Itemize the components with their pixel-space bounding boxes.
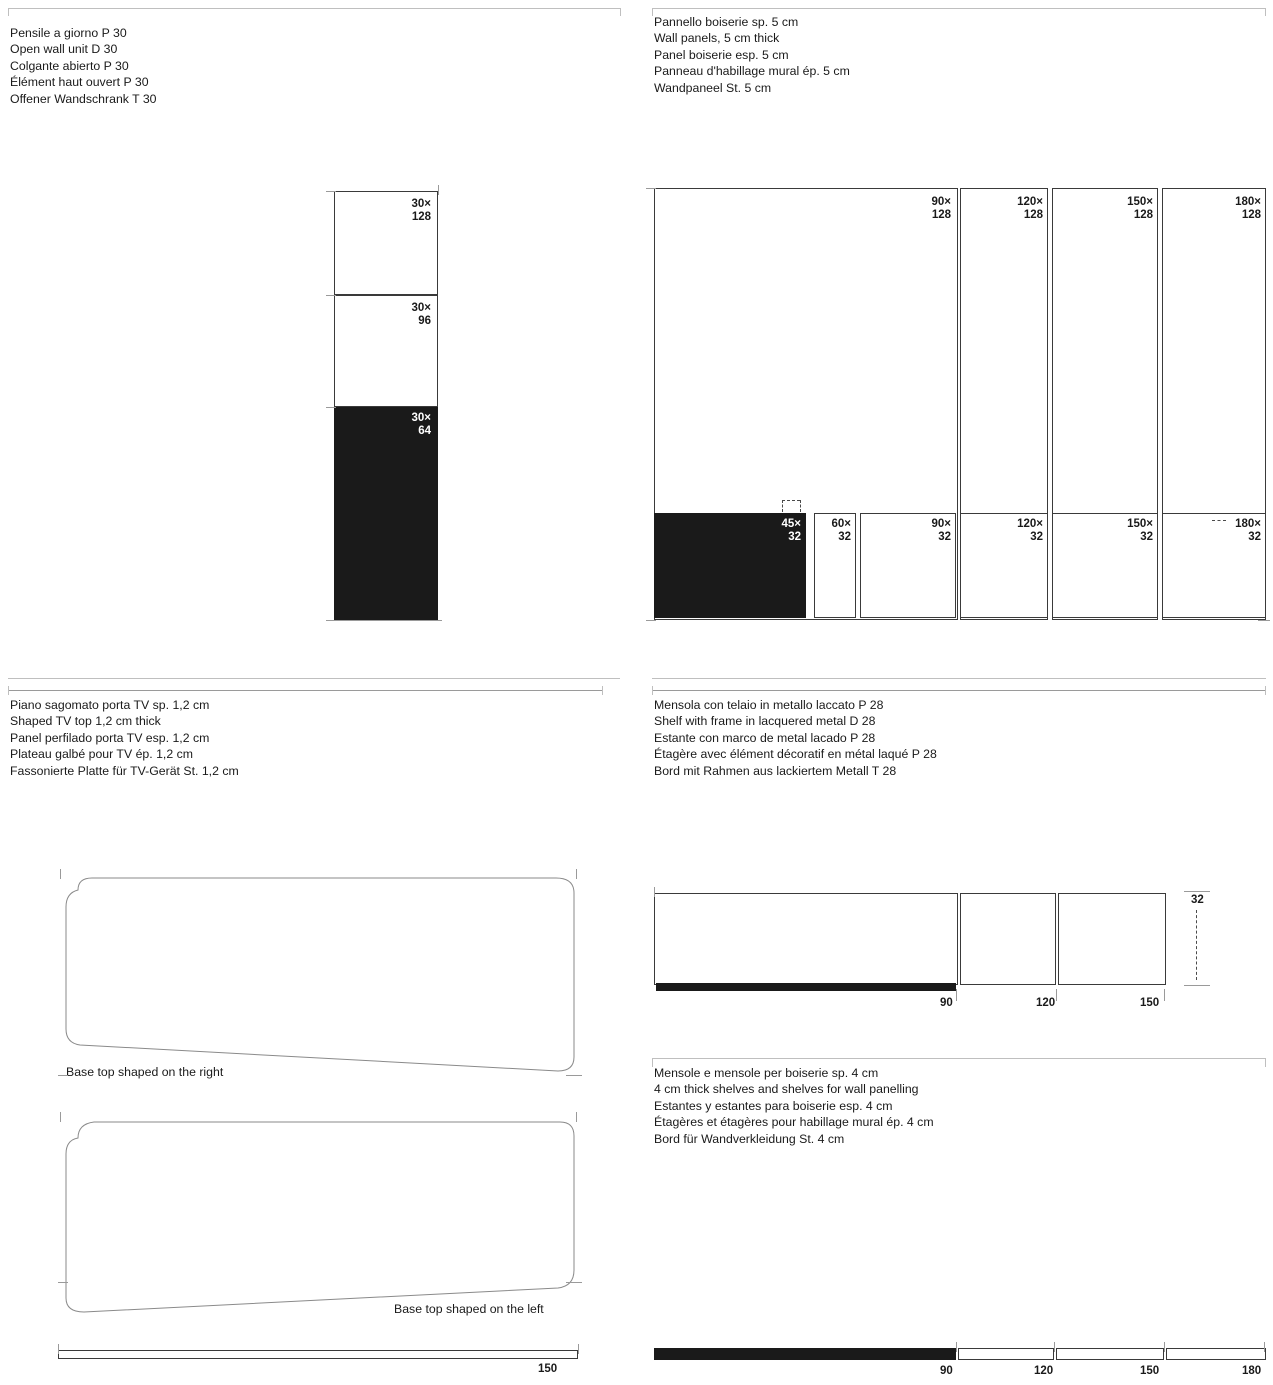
caption-line-es: Estantes y estantes para boiserie esp. 4 cm [654,1098,893,1113]
tick-ms-150 [1164,989,1165,1001]
dim-150x128: 150× 128 [1104,196,1154,222]
tick-owu-mid1 [326,295,336,296]
tick-owu-bottom [326,620,442,621]
caption-line-es: Panel perfilado porta TV esp. 1,2 cm [10,730,210,745]
divider-top-left [8,8,620,9]
dim-180x128: 180× 128 [1212,196,1262,222]
dim-120x32: 120× 32 [996,518,1044,544]
tick-mid-l1 [8,686,9,695]
tick-owu-mid2 [326,407,336,408]
width-bar-150 [58,1350,578,1359]
caption-line-en: Wall panels, 5 cm thick [654,31,780,46]
dim-90x32: 90× 32 [906,518,952,544]
tick-mid-l2 [602,686,603,695]
label-shelf4-150: 150 [1140,1365,1160,1377]
caption-line-de: Fassonierte Platte für TV-Gerät St. 1,2 cm [10,763,239,778]
dim-150x32: 150× 32 [1104,518,1154,544]
tick-s4-90 [956,1342,957,1352]
dim-60x32: 60× 32 [818,518,852,544]
label-shelf4-180: 180 [1242,1365,1262,1377]
caption-line-fr: Plateau galbé pour TV ép. 1,2 cm [10,747,193,762]
caption-line-de: Offener Wandschrank T 30 [10,91,157,106]
dim-180x32: 180× 32 [1212,518,1262,544]
caption-line-es: Panel boiserie esp. 5 cm [654,47,789,62]
dim-30x128: 30× 128 [380,198,432,224]
divider-mid-left [8,678,620,679]
tick-ms-90 [956,989,957,1001]
dash-45-right [800,500,801,512]
label-base-top-left: Base top shaped on the left [394,1302,544,1316]
divider-mid-right [652,678,1266,679]
label-shelf4-120: 120 [1034,1365,1054,1377]
tick-stl-4 [566,1282,582,1283]
tick-wp-bottom [646,620,656,621]
tick-depth-top [1184,891,1210,892]
tick-left-2 [620,8,621,16]
tick-ms-120 [1056,989,1057,1001]
shelf-bar-120 [958,1348,1054,1360]
caption-line-de: Bord für Wandverkleidung St. 4 cm [654,1131,845,1146]
tick-sh-2 [1265,1058,1266,1067]
dim-30x64: 30× 64 [411,412,431,437]
dash-depth [1196,910,1197,980]
measure-left [8,690,602,691]
caption-open-wall-unit [10,25,159,107]
dash-45-top [782,500,800,501]
tick-str-3 [58,1075,68,1076]
tick-str-2 [576,869,577,879]
caption-shelves-4cm [654,1065,936,1147]
caption-line-es: Colgante abierto P 30 [10,58,129,73]
tick-stl-2 [576,1112,577,1122]
tick-s4-180 [1264,1342,1265,1352]
caption-line-fr: Étagère avec élément décoratif en métal laqué P 28 [654,747,937,762]
caption-line-it: Pensile a giorno P 30 [10,26,127,40]
tick-stl-1 [60,1112,61,1122]
shaped-top-left-drawing [60,1118,580,1318]
dim-45x32: 45× 32 [781,518,801,543]
caption-line-it: Mensole e mensole per boiserie sp. 4 cm [654,1066,879,1080]
dim-shelf-depth-32: 32 [1191,894,1204,906]
caption-line-es: Estante con marco de metal lacado P 28 [654,730,876,745]
caption-line-it: Mensola con telaio in metallo laccato P 28 [654,698,884,712]
shelf-bar-180 [1166,1348,1266,1360]
tick-str-1 [60,869,61,879]
caption-metal-frame-shelf [654,697,939,779]
caption-line-fr: Élément haut ouvert P 30 [10,75,149,90]
divider-top-right [652,8,1266,9]
caption-line-en: Shelf with frame in lacquered metal D 28 [654,714,876,729]
label-shelf-150: 150 [1140,997,1160,1009]
label-base-top-right: Base top shaped on the right [66,1065,224,1079]
tick-right-2 [1265,8,1266,16]
label-shelf-120: 120 [1036,997,1056,1009]
dim-90x128: 90× 128 [906,196,952,222]
tick-stl-3 [58,1282,68,1283]
tick-wb-2 [578,1344,579,1354]
label-width-150: 150 [538,1363,558,1375]
metal-shelf-90 [654,893,958,985]
tick-str-4 [566,1075,582,1076]
metal-shelf-120 [960,893,1056,985]
tick-wp-bottom-right [1258,620,1270,621]
measure-right [652,690,1266,691]
caption-line-fr: Étagères et étagères pour habillage mural ép. 4 cm [654,1115,934,1130]
label-shelf4-90: 90 [940,1365,953,1377]
dim-120x128: 120× 128 [996,196,1044,222]
caption-line-en: Open wall unit D 30 [10,42,118,57]
tick-left-1 [8,8,9,16]
tick-owu-top [326,191,336,192]
caption-line-de: Bord mit Rahmen aus lackiertem Metall T 28 [654,763,897,778]
caption-wall-panels [654,14,852,96]
label-shelf-90: 90 [940,997,953,1009]
tick-wp-top [646,188,656,189]
caption-line-fr: Panneau d'habillage mural ép. 5 cm [654,64,850,79]
shelf-bar-90 [654,1348,956,1360]
tick-wb-1 [58,1344,59,1354]
metal-shelf-150 [1058,893,1166,985]
tick-mid-r2 [1265,686,1266,695]
dim-30x96: 30× 96 [380,302,432,328]
caption-line-en: Shaped TV top 1,2 cm thick [10,714,161,729]
tick-mid-r1 [652,686,653,695]
vtick-owu-right [438,185,439,195]
shaped-top-right-drawing [60,875,580,1090]
metal-shelf-front-bar [656,983,956,991]
caption-line-de: Wandpaneel St. 5 cm [654,80,772,95]
caption-line-it: Piano sagomato porta TV sp. 1,2 cm [10,698,210,712]
tick-s4-120 [1054,1342,1055,1352]
caption-line-en: 4 cm thick shelves and shelves for wall panelling [654,1082,919,1097]
shelf-bar-150 [1056,1348,1164,1360]
tick-right-1 [652,8,653,16]
tick-s4-150 [1164,1342,1165,1352]
tick-sh-1 [652,1058,653,1067]
open-wall-unit-box-64 [334,407,438,620]
divider-shelves [652,1058,1266,1059]
dash-180-strike [1212,520,1226,521]
caption-line-it: Pannello boiserie sp. 5 cm [654,15,799,29]
caption-shaped-tv-top [10,697,241,779]
tick-depth-bottom [1184,985,1210,986]
dash-45-left [782,500,783,512]
tick-ms-left [654,887,655,897]
